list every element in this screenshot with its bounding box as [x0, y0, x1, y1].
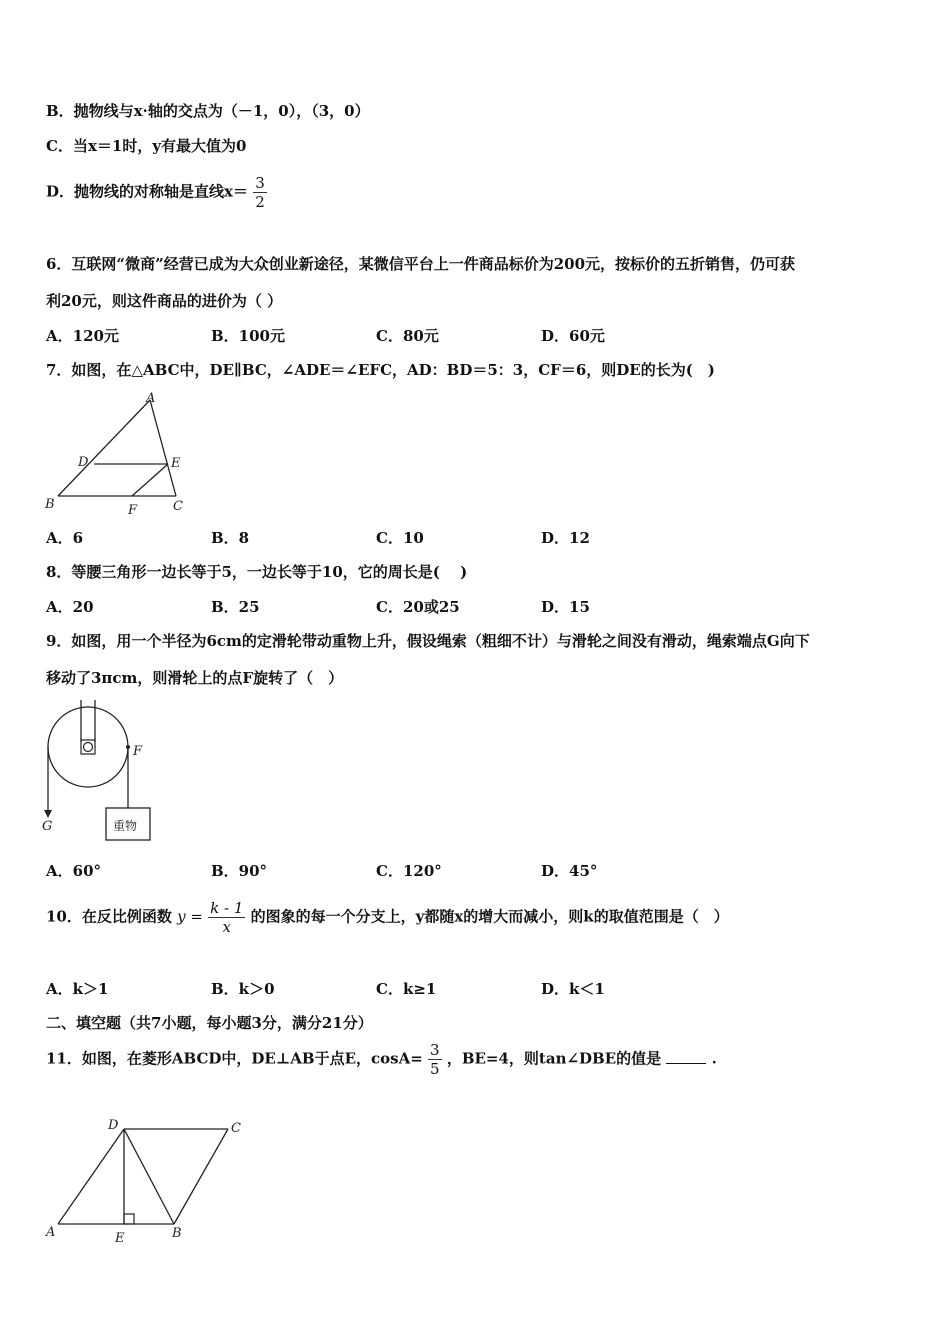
- q7-label-f: F: [128, 503, 138, 518]
- q5-fraction-den: 2: [255, 193, 265, 211]
- q6-stem-line2: 利20元，则这件商品的进价为（ ）: [46, 292, 283, 310]
- q7-triangle-figure: [42, 388, 192, 518]
- q7-option-c: C．10: [376, 529, 424, 547]
- q5-fraction-num: 3: [255, 174, 265, 192]
- q11-label-c: C: [231, 1121, 241, 1136]
- q10-fraction: [208, 899, 245, 936]
- q8-stem: 8．等腰三角形一边长等于5，一边长等于10，它的周长是( ): [46, 563, 468, 581]
- q6-stem-line1: 6．互联网“微商”经营已成为大众创业新途径，某微信平台上一件商品标价为200元，按标价的五折销售，仍可获: [46, 255, 796, 273]
- q10-option-d: D．k＜1: [541, 980, 605, 998]
- q11-rhombus-figure: [42, 1112, 252, 1247]
- q11-label-d: D: [108, 1118, 119, 1133]
- q9-pulley-figure: [40, 700, 160, 850]
- q7-option-a: A．6: [46, 529, 84, 547]
- q7-label-d: D: [78, 455, 89, 470]
- q7-stem: 7．如图，在△ABC中，DE∥BC，∠ADE＝∠EFC，AD：BD＝5：3，CF＝6，则DE的长为( ): [46, 361, 715, 379]
- q5-option-d-text: D．抛物线的对称轴是直线x＝: [46, 182, 248, 201]
- q7-label-e: E: [171, 456, 181, 471]
- q6-option-a: A．120元: [46, 327, 119, 345]
- q9-stem-line1: 9．如图，用一个半径为6cm的定滑轮带动重物上升，假设绳索（粗细不计）与滑轮之间没有滑动，绳索端点G向下: [46, 632, 810, 650]
- q5-option-c: C．当x＝1时，y有最大值为0: [46, 137, 247, 155]
- q9-weight-label: 重物: [113, 819, 138, 833]
- q7-label-a: A: [146, 391, 156, 406]
- q11-stem-post: ，BE=4，则tan∠DBE的值是: [446, 1049, 662, 1068]
- q5-fraction: [253, 174, 267, 211]
- q5-option-b: B．抛物线与x·轴的交点为（－1，0），（3，0）: [46, 102, 370, 120]
- section2-title: 二、填空题（共7小题，每小题3分，满分21分）: [46, 1014, 373, 1032]
- q10-stem-pre: 10．在反比例函数: [46, 907, 172, 926]
- q10-stem: [46, 899, 729, 936]
- q8-option-b: B．25: [211, 598, 260, 616]
- q11-label-a: A: [46, 1225, 56, 1240]
- q11-stem-end: .: [711, 1049, 717, 1068]
- q6-option-d: D．60元: [541, 327, 605, 345]
- q7-option-d: D．12: [541, 529, 590, 547]
- q8-option-a: A．20: [46, 598, 94, 616]
- q8-option-d: D．15: [541, 598, 590, 616]
- q11-stem-pre: 11．如图，在菱形ABCD中，DE⊥AB于点E，cosA=: [46, 1049, 423, 1068]
- q7-option-b: B．8: [211, 529, 250, 547]
- q9-label-f: F: [133, 744, 143, 759]
- q11-fraction-num: 3: [430, 1041, 440, 1059]
- q11-label-b: B: [172, 1226, 182, 1241]
- q10-option-c: C．k≥1: [376, 980, 437, 998]
- q11-fraction: [428, 1041, 442, 1078]
- q9-label-g: G: [42, 819, 53, 834]
- q10-option-b: B．k＞0: [211, 980, 275, 998]
- q6-option-b: B．100元: [211, 327, 285, 345]
- q10-fraction-num: k - 1: [210, 899, 244, 917]
- q10-fraction-den: x: [208, 917, 245, 936]
- q6-option-c: C．80元: [376, 327, 439, 345]
- q10-option-a: A．k＞1: [46, 980, 109, 998]
- q9-stem-line2: 移动了3πcm，则滑轮上的点F旋转了（ ）: [46, 669, 344, 687]
- q8-option-c: C．20或25: [376, 598, 460, 616]
- q10-func-y: y =: [177, 907, 203, 926]
- q9-option-b: B．90°: [211, 862, 268, 880]
- q10-stem-post: 的图象的每一个分支上，y都随x的增大而减小，则k的取值范围是（ ）: [250, 907, 729, 926]
- q11-stem: [46, 1041, 717, 1078]
- q9-option-d: D．45°: [541, 862, 598, 880]
- q9-option-a: A．60°: [46, 862, 102, 880]
- q5-option-d: [46, 174, 267, 211]
- q7-label-c: C: [173, 499, 183, 514]
- q11-answer-blank: [666, 1049, 706, 1064]
- q11-fraction-den: 5: [430, 1060, 440, 1078]
- q7-label-b: B: [45, 497, 55, 512]
- q9-option-c: C．120°: [376, 862, 442, 880]
- q11-label-e: E: [115, 1231, 125, 1246]
